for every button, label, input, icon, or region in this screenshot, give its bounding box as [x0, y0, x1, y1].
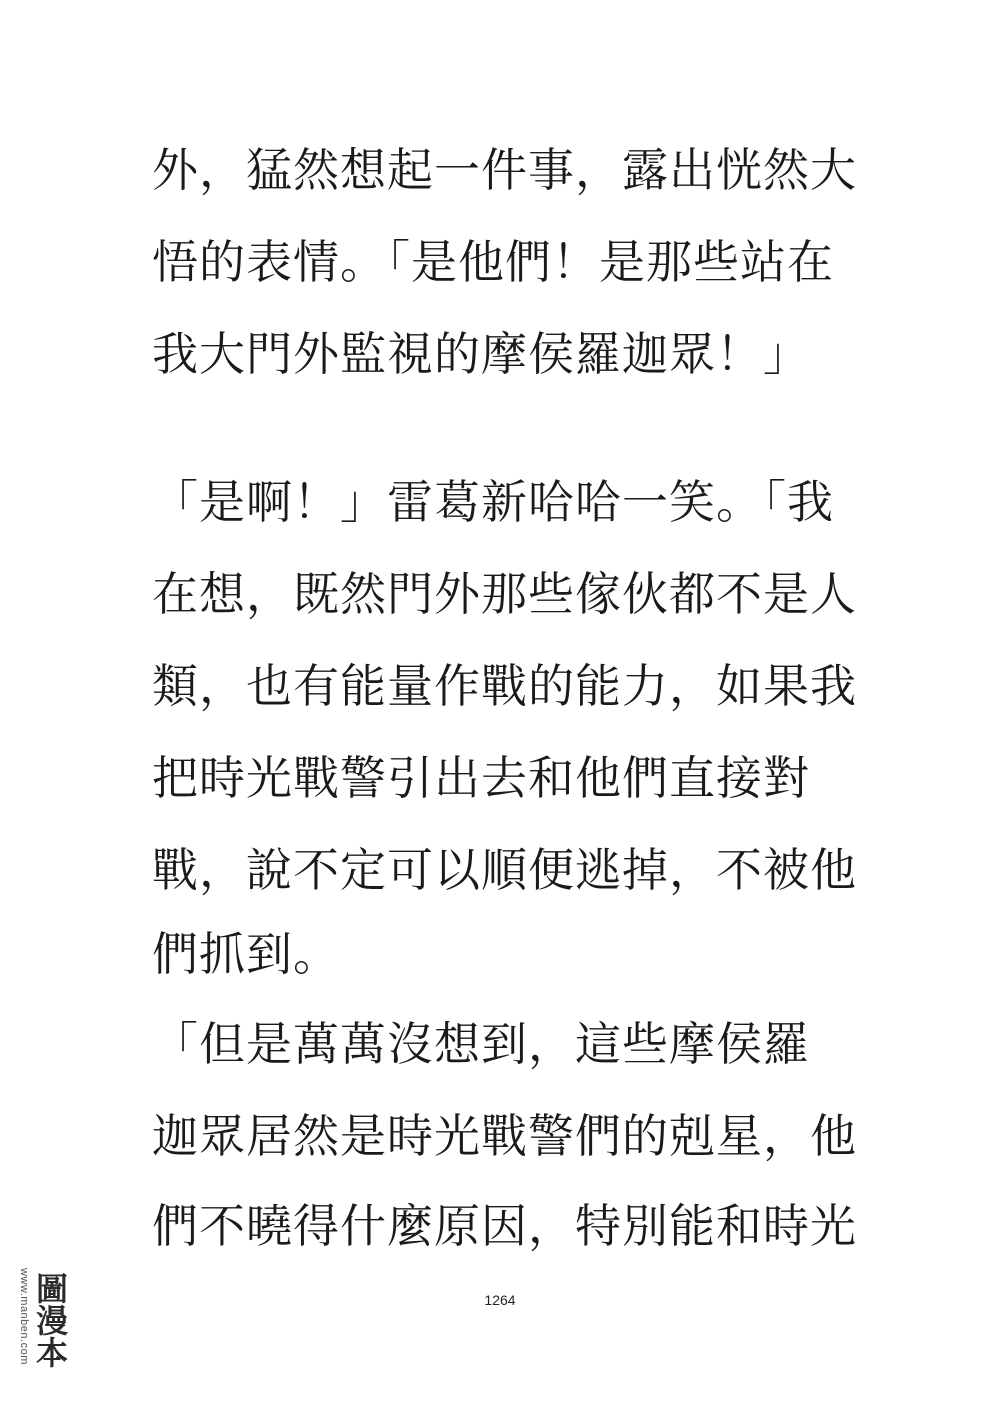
text-line-12: 們不曉得什麼原因，特別能和時光 — [152, 1199, 857, 1253]
text-line-10: 「但是萬萬沒想到，這些摩侯羅 — [152, 1017, 810, 1071]
text-line-9: 們抓到。 — [152, 927, 340, 981]
text-line-11: 迦眾居然是時光戰警們的剋星，他 — [152, 1109, 857, 1163]
text-line-3: 我大門外監視的摩侯羅迦眾！」 — [152, 327, 810, 381]
page-number: 1264 — [484, 1292, 516, 1308]
text-line-7: 把時光戰警引出去和他們直接對 — [152, 751, 810, 805]
text-line-8: 戰，說不定可以順便逃掉，不被他 — [152, 843, 857, 897]
text-line-2: 悟的表情。「是他們！是那些站在 — [152, 235, 834, 289]
watermark-url: www.manben.com — [18, 1268, 30, 1365]
text-line-5: 在想，既然門外那些傢伙都不是人 — [152, 567, 857, 621]
watermark — [8, 1268, 70, 1408]
text-line-4: 「是啊！」雷葛新哈哈一笑。「我 — [152, 475, 834, 529]
watermark-logo-icon: 圖漫本 — [31, 1272, 69, 1368]
text-line-6: 類，也有能量作戰的能力，如果我 — [152, 659, 857, 713]
text-line-1: 外，猛然想起一件事，露出恍然大 — [152, 143, 857, 197]
